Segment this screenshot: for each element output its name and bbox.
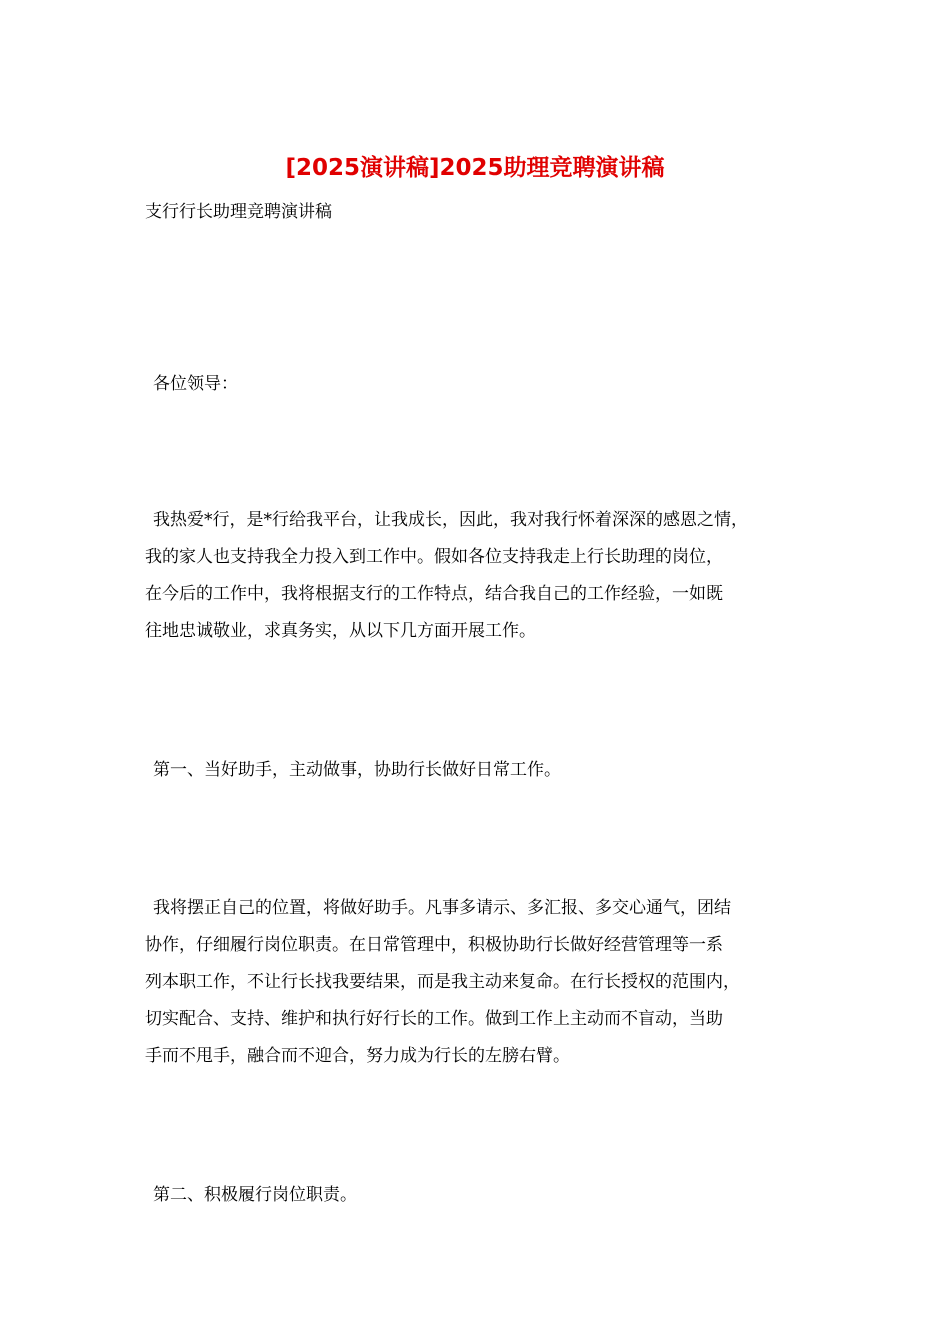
document-subtitle: 支行行长助理竞聘演讲稿 [145, 202, 332, 222]
paragraph-intro [145, 508, 825, 656]
document-title: [2025演讲稿]2025助理竞聘演讲稿 [285, 155, 665, 181]
paragraph-line: 在今后的工作中，我将根据支行的工作特点，结合我自己的工作经验，一如既 [145, 584, 723, 604]
paragraph-assistant-role [145, 896, 825, 1081]
paragraph-line: 我将摆正自己的位置，将做好助手。凡事多请示、多汇报、多交心通气，团结 [153, 898, 731, 918]
paragraph-line: 我的家人也支持我全力投入到工作中。假如各位支持我走上行长助理的岗位， [145, 547, 723, 567]
paragraph-line: 我热爱*行，是*行给我平台，让我成长，因此，我对我行怀着深深的感恩之情， [153, 510, 748, 530]
section-heading-second [145, 1183, 825, 1220]
paragraph-line: 往地忠诚敬业，求真务实，从以下几方面开展工作。 [145, 621, 536, 641]
paragraph-line: 列本职工作，不让行长找我要结果，而是我主动来复命。在行长授权的范围内， [145, 972, 740, 992]
paragraph-line: 协作，仔细履行岗位职责。在日常管理中，积极协助行长做好经营管理等一系 [145, 935, 723, 955]
salutation: 各位领导： [153, 374, 238, 394]
section-heading-first [145, 758, 825, 795]
paragraph-line: 第二、积极履行岗位职责。 [153, 1185, 357, 1205]
paragraph-line: 手而不甩手，融合而不迎合，努力成为行长的左膀右臂。 [145, 1046, 570, 1066]
paragraph-line: 切实配合、支持、维护和执行好行长的工作。做到工作上主动而不盲动，当助 [145, 1009, 723, 1029]
paragraph-line: 第一、当好助手，主动做事，协助行长做好日常工作。 [153, 760, 561, 780]
